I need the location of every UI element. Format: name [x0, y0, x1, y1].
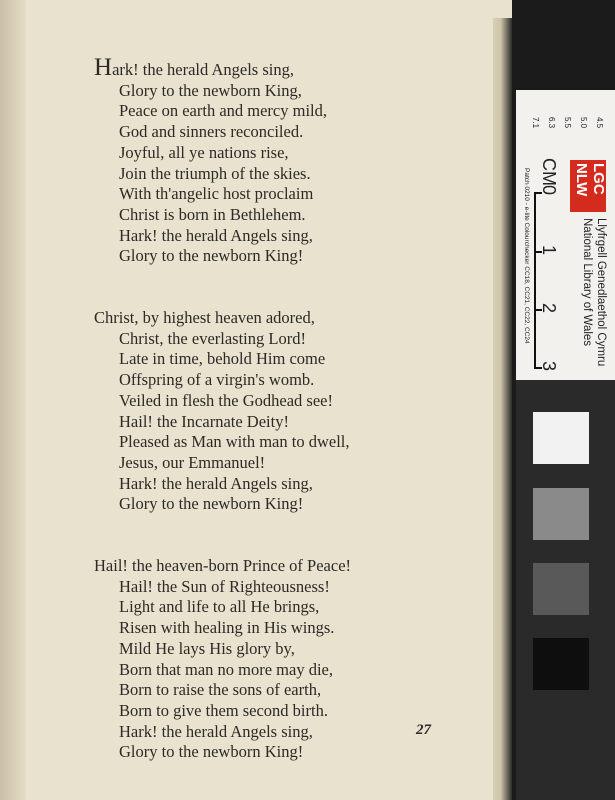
page-edge [493, 18, 512, 800]
small-scale-label: 7.1 [531, 116, 541, 129]
page-gutter [0, 0, 26, 800]
patch-codes: Patch 0210 - e-lite Colourchecker CC18, CC21, CC22, CC24 [523, 168, 530, 344]
poem-line: Glory to the newborn King! [119, 494, 304, 514]
scale-label-3: 3 [539, 361, 559, 372]
poem-line: Veiled in flesh the Godhead see! [119, 390, 333, 410]
poem-line: Hark! the herald Angels sing, [119, 721, 313, 741]
poem-line: Offspring of a virgin's womb. [119, 370, 315, 390]
scale-label-2: 2 [539, 303, 559, 314]
poem-line: Born to raise the sons of earth, [119, 680, 322, 700]
poem-line: Late in time, behold Him come [119, 349, 326, 369]
poem-line: Joyful, all ye nations rise, [119, 142, 289, 162]
poem-line: Join the triumph of the skies. [119, 163, 311, 183]
poem-line: Peace on earth and mercy mild, [119, 101, 327, 121]
poem-line: Hail! the Incarnate Deity! [119, 411, 289, 431]
small-scale-label: 6.3 [547, 116, 557, 129]
poem-line: Light and life to all He brings, [119, 597, 320, 617]
scale-bar [534, 192, 536, 368]
stanza-1 [94, 54, 494, 267]
stanza-3 [94, 556, 494, 763]
stanza-2 [94, 308, 494, 515]
page-number: 27 [416, 722, 431, 738]
poem-line: Hark! the herald Angels sing, [119, 473, 313, 493]
poem-line: Risen with healing in His wings. [119, 618, 335, 638]
poem-line: Christ is born in Bethlehem. [119, 204, 306, 224]
poem-line: Hark! the herald Angels sing, [94, 54, 294, 81]
black-patch [533, 638, 589, 690]
poem-line: Glory to the newborn King! [119, 246, 304, 266]
dark-gray-patch [533, 563, 589, 615]
drop-cap: H [94, 54, 113, 81]
scale-label-1: 1 [539, 245, 559, 256]
poem-line: Glory to the newborn King, [119, 80, 302, 100]
poem-line: Mild He lays His glory by, [119, 638, 295, 658]
poem-line: Pleased as Man with man to dwell, [119, 432, 350, 452]
scale-unit: CM [539, 158, 559, 186]
poem-line: Glory to the newborn King! [119, 742, 304, 762]
logo-text-top: LGC [590, 163, 607, 195]
poem-line: God and sinners reconciled. [119, 122, 304, 142]
logo-text-bottom: NLW [573, 163, 590, 197]
poem-line: Christ, by highest heaven adored, [94, 308, 315, 328]
poem-line: Hark! the herald Angels sing, [119, 225, 313, 245]
small-scale-label: 4.5 [595, 116, 605, 129]
poem-line: Christ, the everlasting Lord! [119, 328, 306, 348]
institution-english: National Library of Wales [581, 218, 593, 347]
small-scale-label: 5.5 [563, 116, 573, 129]
poem-line: Born to give them second birth. [119, 700, 328, 720]
small-scale-label: 5.0 [579, 116, 589, 129]
poem-line: Hail! the heaven-born Prince of Peace! [94, 556, 352, 576]
white-patch [533, 412, 589, 464]
poem-line: With th'angelic host proclaim [119, 184, 314, 204]
hymn-text [94, 54, 494, 763]
light-gray-patch [533, 488, 589, 540]
poem-line: Jesus, our Emmanuel! [119, 452, 266, 472]
poem-line: Hail! the Sun of Righteousness! [119, 576, 330, 596]
scale-label-0: 0 [539, 185, 559, 196]
institution-welsh: Llyfrgell Genedlaethol Cymru [595, 218, 607, 367]
poem-line: Born that man no more may die, [119, 659, 333, 679]
